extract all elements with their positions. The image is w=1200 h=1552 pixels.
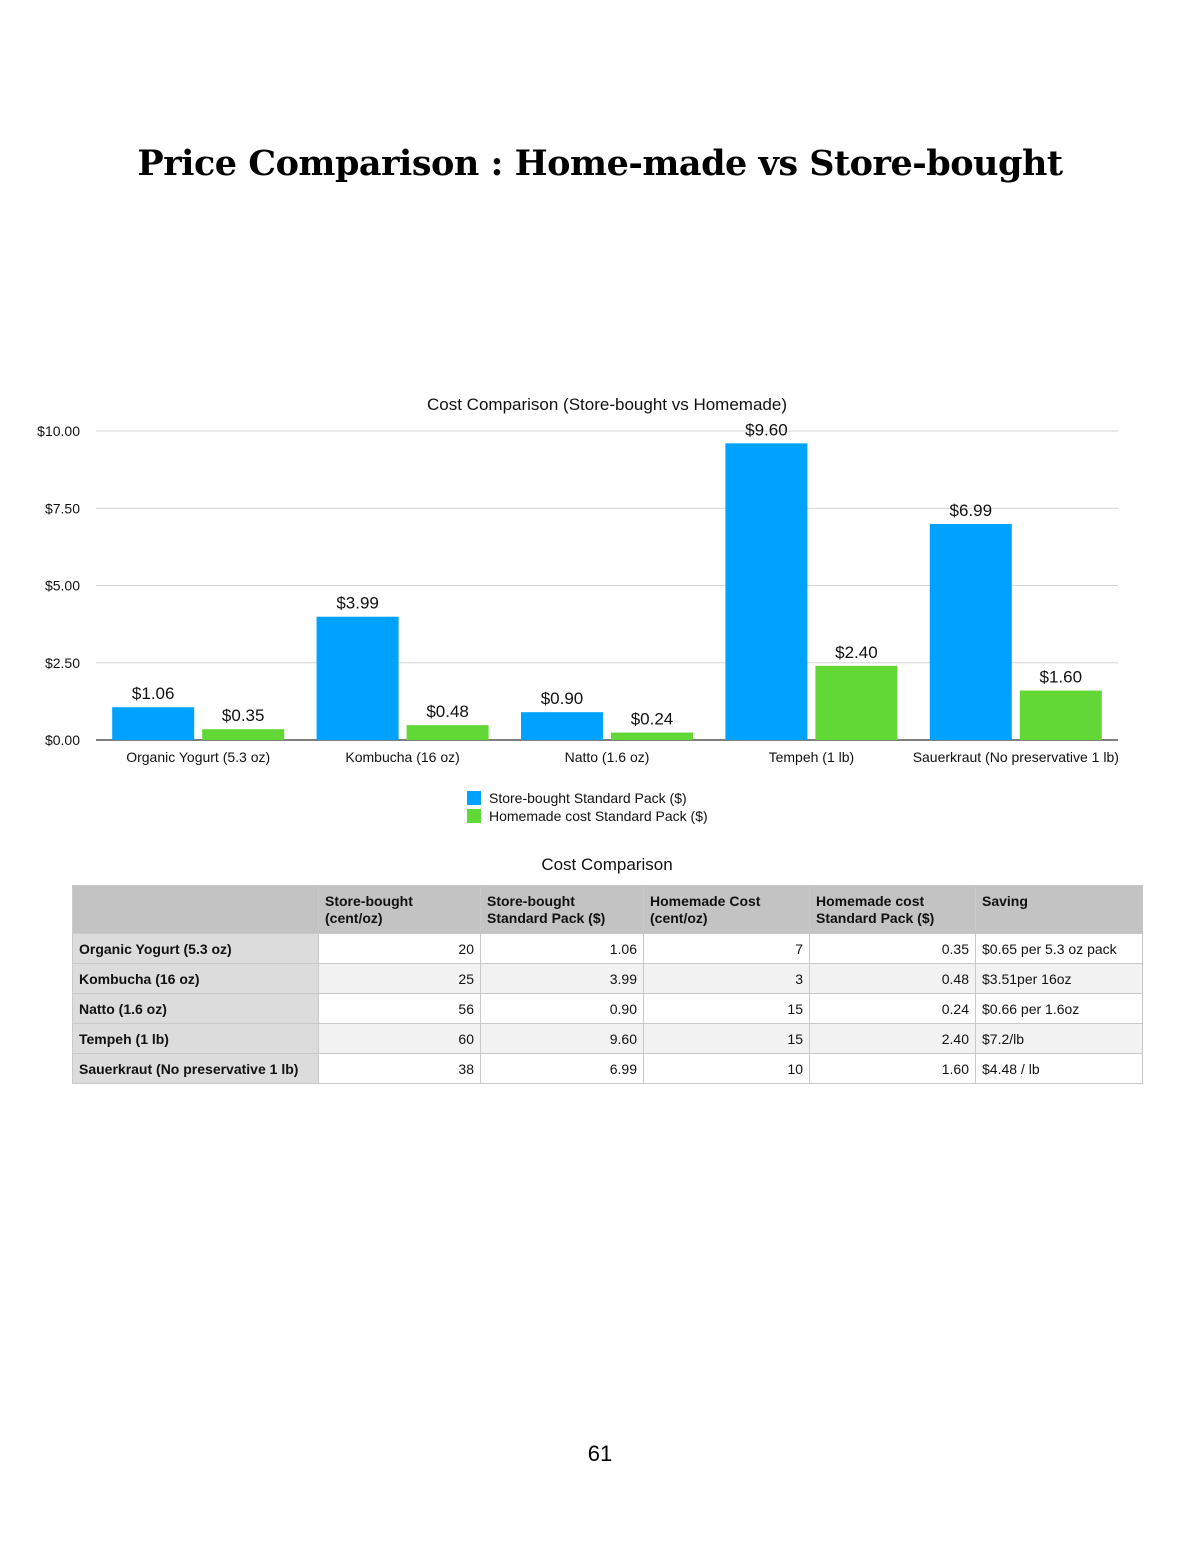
table-header-row <box>73 886 1143 934</box>
table-row <box>73 994 1143 1024</box>
x-tick-label: Tempeh (1 lb) <box>768 749 855 765</box>
cell-store-cent-oz: 25 <box>319 964 481 994</box>
table-row <box>73 934 1143 964</box>
x-tick-label: Natto (1.6 oz) <box>564 749 650 765</box>
bar-value-label: $3.99 <box>336 593 379 613</box>
y-tick-label: $5.00 <box>44 577 80 594</box>
store-bought-bar <box>725 443 807 740</box>
store-bought-bar <box>930 524 1012 740</box>
table-header-store-cent-oz: Store-bought (cent/oz) <box>319 886 481 934</box>
legend-swatch <box>467 809 481 823</box>
x-tick-label: Organic Yogurt (5.3 oz) <box>126 749 271 765</box>
cell-store-pack: 3.99 <box>481 964 644 994</box>
cost-comparison-chart <box>0 380 1200 840</box>
table-header-saving: Saving <box>976 886 1143 934</box>
table-title: Cost Comparison <box>541 855 673 874</box>
homemade-bar <box>611 733 693 740</box>
row-item-name: Sauerkraut (No preservative 1 lb) <box>73 1054 319 1084</box>
x-tick-label: Sauerkraut (No preservative 1 lb) <box>912 749 1119 765</box>
bar-value-label: $0.24 <box>630 709 674 729</box>
bar-value-label: $0.90 <box>540 689 584 709</box>
cell-home-pack: 0.24 <box>810 994 976 1024</box>
bar-value-label: $1.60 <box>1039 667 1083 687</box>
cell-home-pack: 2.40 <box>810 1024 976 1054</box>
cell-store-pack: 9.60 <box>481 1024 644 1054</box>
cell-saving: $3.51per 16oz <box>976 964 1143 994</box>
legend-label: Store-bought Standard Pack ($) <box>489 790 687 806</box>
row-item-name: Tempeh (1 lb) <box>73 1024 319 1054</box>
bar-value-label: $2.40 <box>835 642 878 662</box>
y-tick-label: $7.50 <box>44 500 80 517</box>
cell-home-pack: 0.35 <box>810 934 976 964</box>
homemade-bar <box>407 725 489 740</box>
row-item-name: Kombucha (16 oz) <box>73 964 319 994</box>
bar-value-label: $0.48 <box>426 702 469 722</box>
table-row <box>73 1054 1143 1084</box>
y-tick-label: $0.00 <box>44 732 80 748</box>
cell-store-cent-oz: 56 <box>319 994 481 1024</box>
cell-store-pack: 6.99 <box>481 1054 644 1084</box>
cell-home-cent-oz: 7 <box>644 934 810 964</box>
cell-saving: $7.2/lb <box>976 1024 1143 1054</box>
legend-label: Homemade cost Standard Pack ($) <box>489 808 708 824</box>
bar-value-label: $6.99 <box>949 501 993 521</box>
cell-saving: $4.48 / lb <box>976 1054 1143 1084</box>
cell-store-pack: 0.90 <box>481 994 644 1024</box>
page-number: 61 <box>587 1441 613 1466</box>
table-header-item <box>73 886 319 934</box>
bar-value-label: $1.06 <box>131 684 175 704</box>
cell-store-pack: 1.06 <box>481 934 644 964</box>
cell-home-pack: 1.60 <box>810 1054 976 1084</box>
homemade-bar <box>815 666 897 740</box>
store-bought-bar <box>521 712 603 740</box>
y-tick-label: $10.00 <box>37 423 80 439</box>
cost-comparison-table <box>72 885 1143 1084</box>
cell-store-cent-oz: 38 <box>319 1054 481 1084</box>
bar-value-label: $0.35 <box>221 706 265 726</box>
table-row <box>73 1024 1143 1054</box>
x-tick-label: Kombucha (16 oz) <box>345 749 460 765</box>
cell-home-cent-oz: 3 <box>644 964 810 994</box>
homemade-bar <box>202 729 284 740</box>
cell-home-cent-oz: 10 <box>644 1054 810 1084</box>
cell-home-cent-oz: 15 <box>644 994 810 1024</box>
store-bought-bar <box>317 617 399 740</box>
chart-title: Cost Comparison (Store-bought vs Homemade) <box>427 395 787 414</box>
homemade-bar <box>1020 691 1102 740</box>
cell-store-cent-oz: 60 <box>319 1024 481 1054</box>
table-header-home-pack: Homemade cost Standard Pack ($) <box>810 886 976 934</box>
page-title: Price Comparison : Home-made vs Store-bought <box>137 143 1063 184</box>
cell-store-cent-oz: 20 <box>319 934 481 964</box>
row-item-name: Organic Yogurt (5.3 oz) <box>73 934 319 964</box>
table-row <box>73 964 1143 994</box>
bar-value-label: $9.60 <box>745 420 788 440</box>
cell-home-pack: 0.48 <box>810 964 976 994</box>
y-tick-label: $2.50 <box>44 654 80 671</box>
cell-saving: $0.65 per 5.3 oz pack <box>976 934 1143 964</box>
store-bought-bar <box>112 707 194 740</box>
table-header-home-cent-oz: Homemade Cost (cent/oz) <box>644 886 810 934</box>
row-item-name: Natto (1.6 oz) <box>73 994 319 1024</box>
legend-swatch <box>467 791 481 805</box>
table-header-store-pack: Store-bought Standard Pack ($) <box>481 886 644 934</box>
cell-home-cent-oz: 15 <box>644 1024 810 1054</box>
cell-saving: $0.66 per 1.6oz <box>976 994 1143 1024</box>
